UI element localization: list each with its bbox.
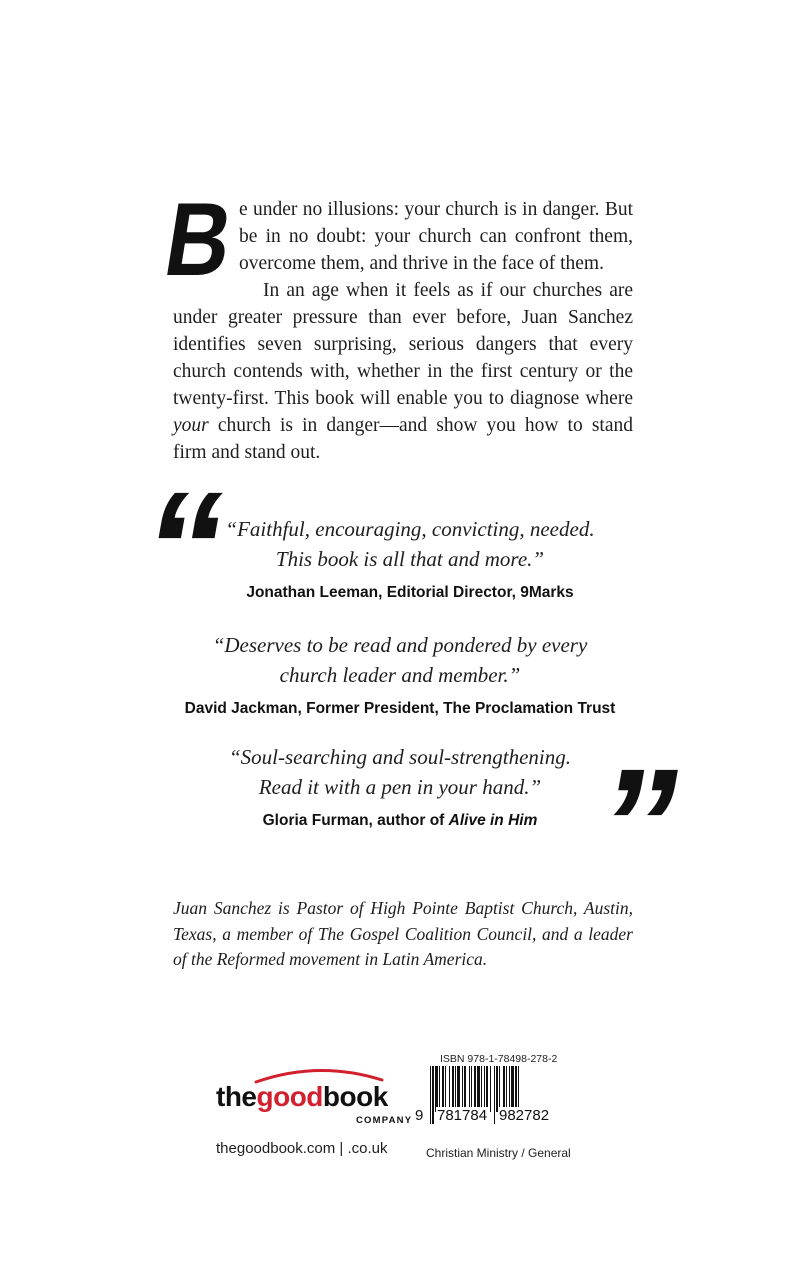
endorsement-quote: “Faithful, encouraging, convicting, needed. This book is all that and more.” [225,517,595,571]
endorsement-author: David Jackman, Former President, The Proclamation Trust [184,700,616,717]
endorsement-quote: “Deserves to be read and pondered by every church leader and member.” [212,633,588,687]
author-bio: Juan Sanchez is Pastor of High Pointe Baptist Church, Austin, Texas, a member of The Gospel Coalition Council, and a leader of the Reformed movement in Latin America. [173,898,633,969]
publisher-logo [216,1070,416,1130]
publisher-website: thegoodbook.com | .co.uk [216,1140,388,1157]
drop-cap: B [157,182,240,298]
endorsement-quote: “Soul-searching and soul-strengthening. Read it with a pen in your hand.” [228,745,571,799]
blurb-paragraph-2: In an age when it feels as if our churches are under greater pressure than ever before, Juan Sanchez identifies seven surprising, serious dangers that every church contends with, whether in the first century or the twenty-first. This book will enable you to diagnose where your church is in danger—and show you how to stand firm and stand out. [173,280,633,463]
book-blurb [157,182,633,466]
endorsement-author: Jonathan Leeman, Editorial Director, 9Marks [246,584,574,601]
logo-subtitle: COMPANY [356,1115,413,1126]
isbn-number: ISBN 978-1-78498-278-2 [440,1053,558,1065]
book-category: Christian Ministry / General [426,1146,571,1160]
open-quote-mark: “ [129,458,241,637]
endorsement-1 [180,514,640,604]
endorsement-3 [160,742,640,832]
endorsement-2 [160,630,640,720]
blurb-paragraph-1: B e under no illusions: your church is in danger. But be in no doubt: your church can confront them, overcome them, and thrive in the face of them. [157,182,633,298]
endorsement-author: Gloria Furman, author of Alive in Him [262,812,538,829]
blurb-emphasis: your [173,415,209,436]
close-quote-mark: ” [584,735,696,914]
back-cover: B e under no illusions: your church is in danger. But be in no doubt: your church can confront them, overcome them, and thrive in the face of them. In an age when it feels as if our churches are under greater pressure than ever before, Juan Sanchez identifies seven surprising, serious dangers that every church contends with, whether in the first century or the twenty-first. This book will enable you to diagnose where your church is in danger—and show you how to stand firm and stand out. “ ” “Faithful, encouraging, convicting, needed. This book is all that and more.” Jonathan Leeman, Editorial Director, 9Marks “Deserves to be read and pondered by every church leader and member.” David Jackman, Former President, The Proclamation Trust “Soul-searching and soul-strengthening. Read it with a pen in your hand.” Gloria Furman, author of Alive in Him Juan Sanchez is Pastor of High Pointe Baptist Church, Austin, Texas, a member of The Gospel Coalition Council, and a leader of the Reformed movement in Latin America. thegoodbook COMPANY thegoodbook.com | .co.uk ISBN 978-1-78498-278-2 9 781784 982782 Christian Ministry / General [129,182,696,1160]
endorsed-book-title: Alive in Him [448,812,538,829]
logo-wordmark: thegoodbook [216,1081,388,1112]
